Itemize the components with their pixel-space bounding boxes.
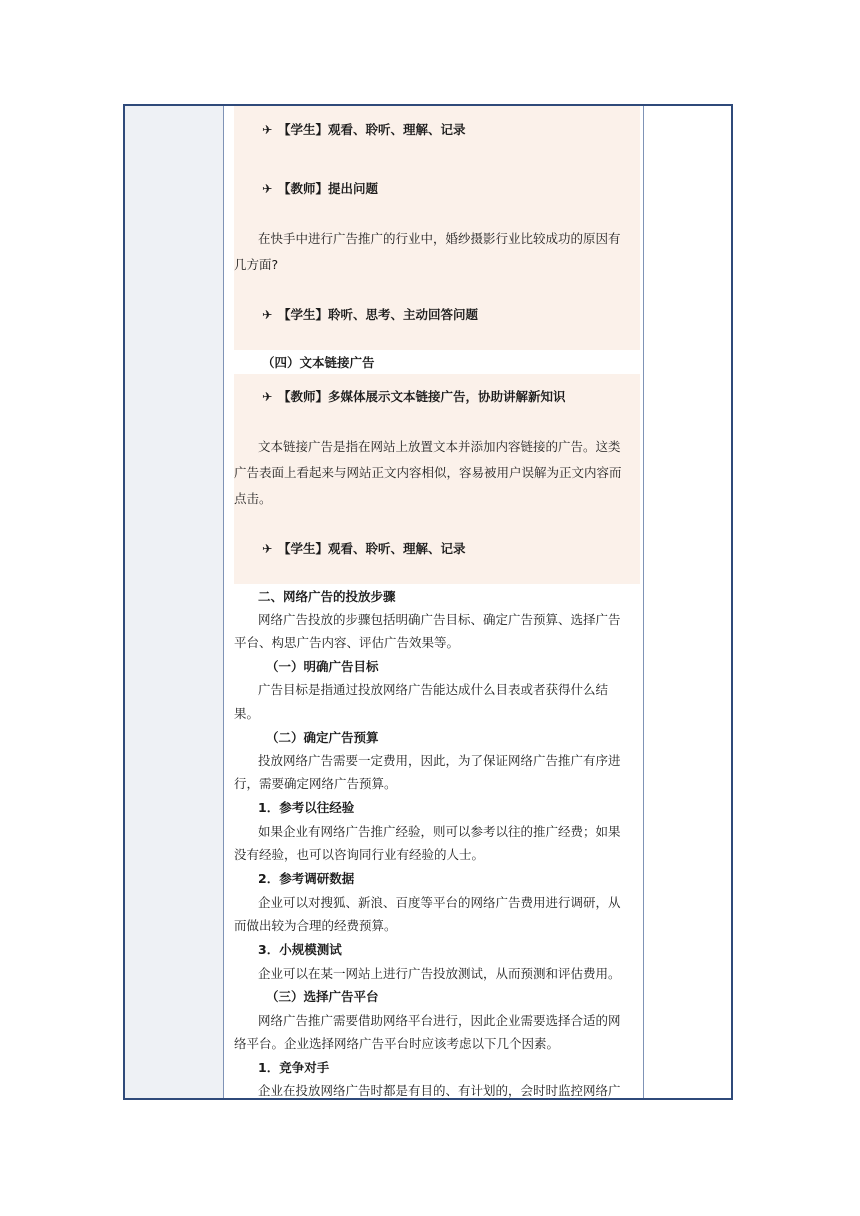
paragraph-line: 行，需要确定网络广告预算。 <box>234 776 397 791</box>
paragraph-line: 企业在投放网络广告时都是有目的、有计划的，会时时监控网络广 <box>258 1083 621 1098</box>
numbered-heading: 2．参考调研数据 <box>258 871 355 886</box>
paragraph-line: 而做出较为合理的经费预算。 <box>234 918 397 933</box>
numbered-heading: 1．竞争对手 <box>258 1060 330 1075</box>
right-column <box>643 106 731 1098</box>
plane-icon: ✈ <box>262 541 273 556</box>
plane-icon: ✈ <box>262 389 273 404</box>
student-activity: ✈ 【学生】观看、聆听、理解、记录 <box>262 122 466 137</box>
paragraph-line: 络平台。企业选择网络广告平台时应该考虑以下几个因素。 <box>234 1036 560 1051</box>
teacher-activity: ✈ 【教师】多媒体展示文本链接广告，协助讲解新知识 <box>262 389 566 404</box>
student-activity: ✈ 【学生】聆听、思考、主动回答问题 <box>262 307 479 322</box>
paragraph-line: 广告目标是指通过投放网络广告能达成什么目表或者获得什么结 <box>258 682 609 697</box>
plane-icon: ✈ <box>262 122 273 137</box>
numbered-heading: 1．参考以往经验 <box>258 800 355 815</box>
section-heading: （二）确定广告预算 <box>266 730 379 745</box>
paragraph-line: 文本链接广告是指在网站上放置文本并添加内容链接的广告。这类 <box>258 439 621 454</box>
section-heading: （一）明确广告目标 <box>266 659 379 674</box>
plane-icon: ✈ <box>262 307 273 322</box>
lesson-table <box>123 104 733 1100</box>
paragraph-line: 没有经验，也可以咨询同行业有经验的人士。 <box>234 847 485 862</box>
section-heading: （三）选择广告平台 <box>266 989 379 1004</box>
paragraph-line: 网络广告投放的步骤包括明确广告目标、确定广告预算、选择广告 <box>258 612 621 627</box>
teacher-activity: ✈ 【教师】提出问题 <box>262 181 379 196</box>
paragraph-line: 企业可以在某一网站上进行广告投放测试，从而预测和评估费用。 <box>258 966 621 981</box>
paragraph-line: 网络广告推广需要借助网络平台进行，因此企业需要选择合适的网 <box>258 1013 621 1028</box>
paragraph-line: 平台、构思广告内容、评估广告效果等。 <box>234 635 460 650</box>
plane-icon: ✈ <box>262 181 273 196</box>
paragraph-line: 企业可以对搜狐、新浪、百度等平台的网络广告费用进行调研，从 <box>258 895 621 910</box>
content-column <box>234 106 640 1098</box>
question-line: 在快手中进行广告推广的行业中，婚纱摄影行业比较成功的原因有 <box>258 231 621 246</box>
left-column <box>125 106 224 1098</box>
paragraph-line: 点击。 <box>234 491 272 506</box>
numbered-heading: 3．小规模测试 <box>258 942 342 957</box>
paragraph-line: 果。 <box>234 706 260 721</box>
student-activity: ✈ 【学生】观看、聆听、理解、记录 <box>262 541 466 556</box>
section-heading: （四）文本链接广告 <box>262 355 375 370</box>
question-line: 几方面? <box>234 257 279 272</box>
chapter-heading: 二、网络广告的投放步骤 <box>258 589 396 604</box>
paragraph-line: 如果企业有网络广告推广经验，则可以参考以往的推广经费；如果 <box>258 824 621 839</box>
paragraph-line: 广告表面上看起来与网站正文内容相似，容易被用户误解为正文内容而 <box>234 465 622 480</box>
paragraph-line: 投放网络广告需要一定费用，因此，为了保证网络广告推广有序进 <box>258 753 621 768</box>
